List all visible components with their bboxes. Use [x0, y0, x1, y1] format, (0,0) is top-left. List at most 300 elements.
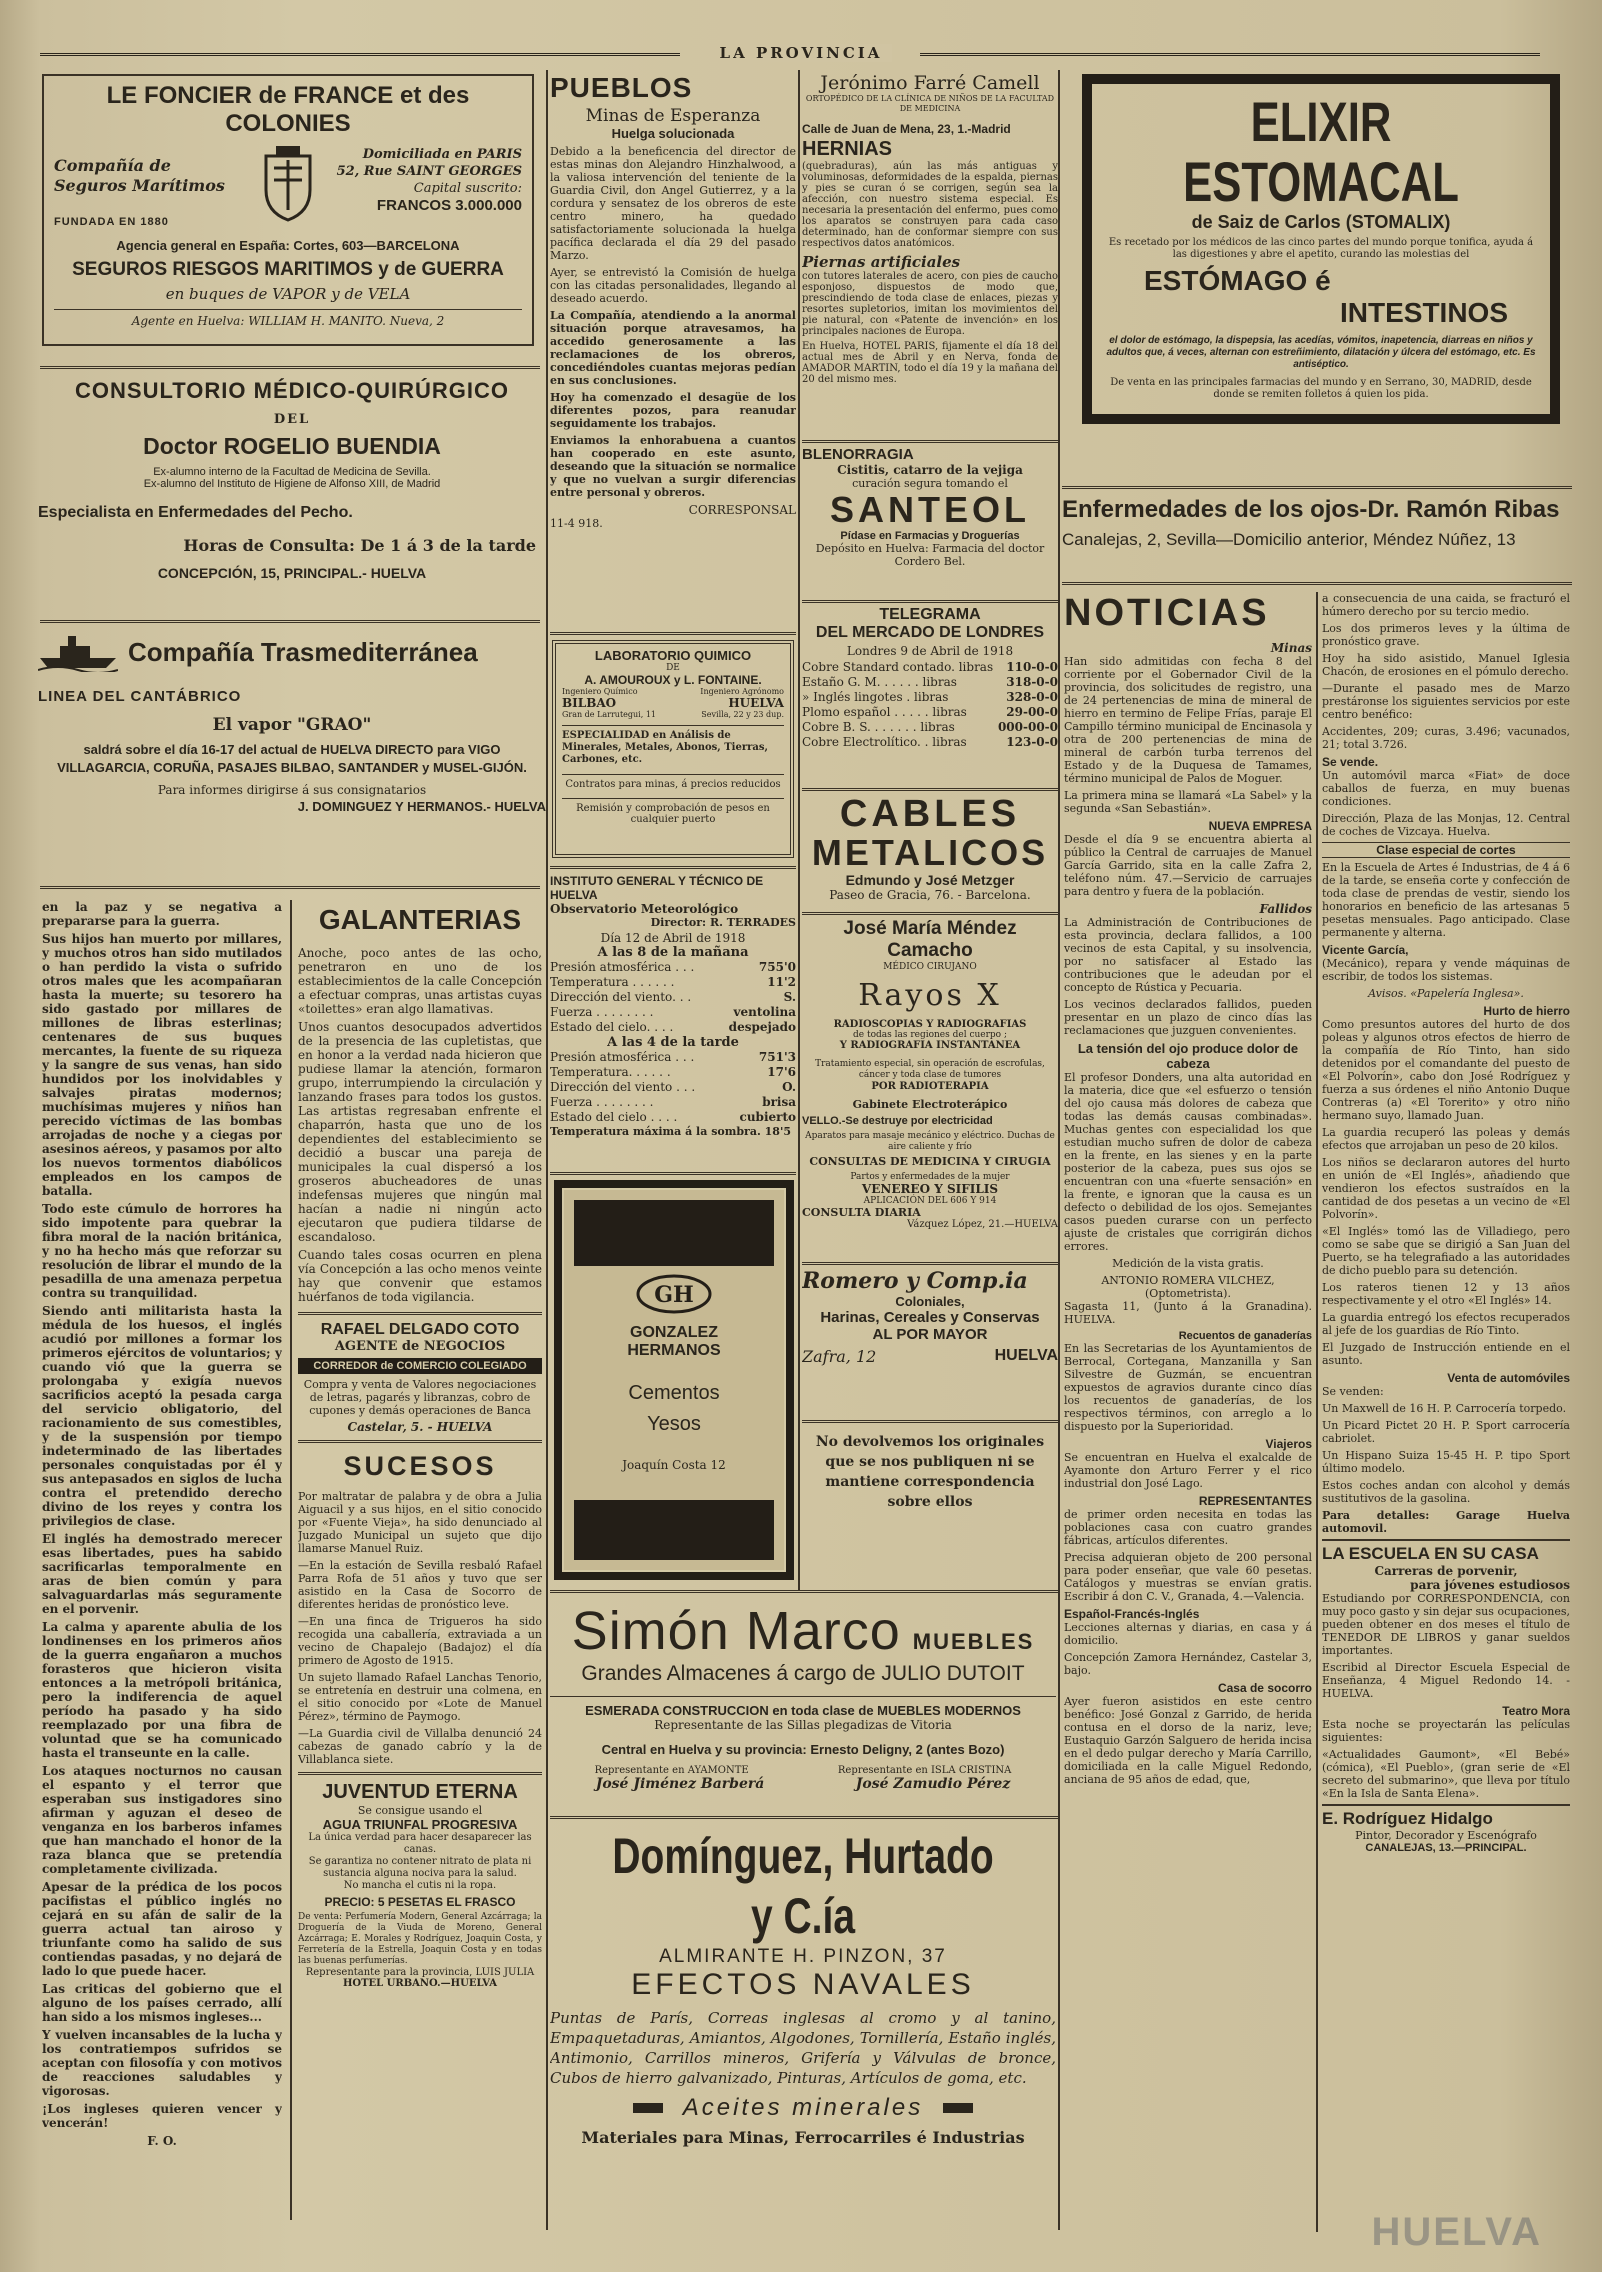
delgado-text: Compra y venta de Valores negociaciones de letras, pagarés y libranzas, cobro de cupones y demás operaciones de Banca: [303, 1378, 537, 1417]
foncier-risks: SEGUROS RIESGOS MARITIMOS y de GUERRA: [72, 259, 504, 280]
ad-laboratorio: [552, 640, 794, 858]
ad-simon-marco: [550, 1600, 1056, 1810]
hurto-text4: «El Inglés» tomó las de Villadiego, pero como se sabe que se dirigió a San Juan del Puerto, se ha telegrafiado a las autoridades de dicho pueblo para su detención.: [1322, 1225, 1570, 1277]
morning-row: [550, 1020, 796, 1035]
optician-addr: Sagasta 11, (Junto á la Granadina). HUELVA.: [1064, 1300, 1312, 1326]
recuentos-title: Recuentos de ganaderías: [1178, 1330, 1312, 1342]
pueblos-paragraph: La Compañía, atendiendo a la anormal situación porque atravesamos, ha accedido generosamente a las reclamaciones de los obreros, concediéndoles cuantas mejoras pedían en sus conclusiones.: [550, 309, 796, 387]
lab-city1: BILBAO: [562, 696, 617, 710]
telegrama-label: » Inglés lingotes . libras: [802, 690, 949, 704]
teatro-text2: «Actualidades Gaumont», «El Bebé» (cómica), «El Pueblo», (gran serie de «El secreto del submarino», que lleva por título «En la Isla de Santa Elena».: [1322, 1748, 1570, 1800]
hurto-text3: Los niños se declararon autores del hurto en unión de «El Inglés», añadiendo que vendieron los efectos sustraídos en la cantidad de dos pesetas a un vecino de «El Polvorín».: [1322, 1156, 1570, 1221]
instituto-director: Director: R. TERRADES: [650, 916, 796, 929]
war-paragraph: El inglés ha demostrado merecer esas libertades, pues ha sabido sacrificarlas temporalmente en aras de bien común y para salvaguardarlas más seguramente en el porvenir.: [42, 1532, 282, 1616]
rodriguez-name: E. Rodríguez Hidalgo: [1322, 1804, 1570, 1829]
romero-sub: Coloniales,: [895, 1294, 965, 1309]
galanterias-paragraph: Cuando tales cosas ocurren en plena vía Concepción a las ocho menos veinte hay que convenir que estamos huérfanos de toda vigilancia.: [298, 1248, 542, 1304]
vende-text: Un automóvil marca «Fiat» de doce caballos de fuerza, en muy buenas condiciones.: [1322, 769, 1570, 808]
pueblos-title: PUEBLOS: [550, 72, 693, 103]
lab-role2: Ingeniero Agrónomo: [700, 687, 784, 696]
war-paragraph: La calma y aparente abulia de los londinenses en los primeros años de la guerra engañaron a muchos forasteros que hicieron visita entonces a la metrópoli británica, pero la indiferencia de aquel período ha pasado y ha sido reemplazado por una fibra de voluntad que se ha comunicado hasta el transeunte en la calle.: [42, 1620, 282, 1760]
juventud-sub: Se consigue usando el: [357, 1804, 483, 1817]
idiomas-text: Lecciones alternas y diarias, en casa y á domicilio.: [1064, 1621, 1312, 1647]
telegrama-value: 123-0-0: [1006, 735, 1058, 749]
autos-title: Venta de automóviles: [1447, 1371, 1570, 1385]
notice-text: No devolvemos los originales que se nos publiquen ni se mantiene correspondencia sobre ellos: [815, 1434, 1045, 1510]
viajeros-title: Viajeros: [1265, 1437, 1312, 1451]
teatro-title: Teatro Mora: [1502, 1704, 1570, 1718]
juventud-price: PRECIO: 5 PESETAS EL FRASCO: [324, 1895, 516, 1909]
instituto-max: Temperatura máxima á la sombra. 18'5: [550, 1125, 791, 1138]
rodriguez-addr: CANALEJAS, 13.—PRINCIPAL.: [1365, 1842, 1527, 1854]
telegrama-row: [802, 735, 1058, 750]
ad-santeol: [802, 446, 1058, 586]
optician-name: ANTONIO ROMERA VILCHEZ,: [1101, 1274, 1275, 1287]
santeol-cure: curación segura tomando el: [852, 477, 1008, 490]
garcia-text2: Avisos. «Papelería Inglesa».: [1368, 987, 1524, 1000]
consultorio-hours: Horas de Consulta: De 1 á 3 de la tarde: [183, 536, 536, 555]
vende-text2: Dirección, Plaza de las Monjas, 12. Central de coches de Vizcaya. Huelva.: [1322, 812, 1570, 838]
telegrama-label: Cobre B. S. . . . . . . libras: [802, 720, 955, 734]
mendez-role: MÉDICO CIRUJANO: [883, 962, 977, 972]
telegrama-date: Londres 9 de Abril de 1918: [846, 644, 1014, 658]
caida-text3: Hoy ha sido asistido, Manuel Iglesia Chacón, de erosiones en el pómulo derecho.: [1322, 652, 1570, 678]
telegrama-label: Estaño G. M. . . . . . libras: [802, 675, 957, 689]
mendez-radio3: Y RADIOGRAFIA INSTANTANEA: [839, 1040, 1021, 1051]
recuentos-text: En las Secretarias de los Ayuntamientos de Berrocal, Cortegana, Manzanilla y San Silvestre de Guzmán, se encuentran expuestos de agravios durante cinco días los recuentos de ganaderías, de los respectivos términos, con arreglo a lo dispuesto por la Superioridad.: [1064, 1342, 1312, 1433]
morning-value: ventolina: [733, 1005, 796, 1019]
svg-text:GH: GH: [654, 1282, 694, 1308]
vende-title: Se vende.: [1322, 755, 1379, 769]
morning-label: Fuerza . . . . . . . .: [550, 1005, 654, 1019]
foncier-title: LE FONCIER de FRANCE et des COLONIES: [106, 82, 470, 137]
escuela-text2: Escribid al Director Escuela Especial de Enseñanza, 4 Miguel Redondo 14. - HUELVA.: [1322, 1661, 1570, 1700]
instituto-report: [550, 874, 796, 1174]
hurto-text: Como presuntos autores del hurto de dos poleas y algunos otros efectos de hierro de la compañía de Río Tinto, han sido detenidos por el comandante del puesto de «El Polvorín», cabo don José Rodríguez y fuerza a sus órdenes el niño Antonio Duque Contreras (a) «El Torerito» y otro niño hermano suyo, llamado Juan.: [1322, 1018, 1570, 1122]
lab-city2: HUELVA: [728, 696, 784, 710]
socorro-stats: Accidentes, 209; curas, 3.496; vacunados, 21; total 3.726.: [1322, 725, 1570, 751]
hurto-title: Hurto de hierro: [1483, 1004, 1570, 1018]
hurto-text7: El Juzgado de Instrucción entiende en el asunto.: [1322, 1341, 1570, 1367]
pueblos-signature: CORRESPONSAL: [688, 503, 796, 517]
juventud-product: AGUA TRIUNFAL PROGRESIVA: [322, 1817, 518, 1832]
santeol-header: BLENORRAGIA: [802, 446, 914, 463]
rep-text2: Precisa adquieran objeto de 200 personal para poder enseñar, que vale 60 pesetas. Catálogos y muestras se envían gratis. Escribir á don C. V., Granada, 4.—Valencia.: [1064, 1551, 1312, 1603]
gh-addr: Joaquín Costa 12: [622, 1458, 726, 1472]
dominguez-oils: Aceites minerales: [682, 2094, 924, 2121]
bar-icon: [633, 2103, 663, 2113]
instituto-afternoon: A las 4 de la tarde: [607, 1035, 739, 1050]
foncier-company: Compañía de Seguros Marítimos: [54, 156, 225, 195]
afternoon-row: [550, 1065, 796, 1080]
war-paragraph: Los ataques nocturnos no causan el espanto y el terror que esperaban sus instigadores sino afirman y aguzan el deseo de venganza en los barberos infames que han manchado el honor de la raza blanca que se pretendía completamente civilizada.: [42, 1764, 282, 1876]
foncier-domicile: Domiciliada en PARIS: [362, 147, 522, 162]
mendez-name: José María Méndez Camacho: [843, 918, 1017, 961]
afternoon-list: [550, 1050, 796, 1125]
afternoon-value: cubierto: [739, 1110, 796, 1124]
afternoon-row: [550, 1080, 796, 1095]
mendez-apparatus: Aparatos para masaje mecánico y eléctrico. Duchas de aire caliente y frío: [805, 1131, 1055, 1152]
afternoon-row: [550, 1050, 796, 1065]
afternoon-label: Fuerza . . . . . . . .: [550, 1095, 654, 1109]
juventud-title: JUVENTUD ETERNA: [322, 1781, 518, 1803]
telegrama-label: Cobre Electrolítico. . libras: [802, 735, 967, 749]
lab-de: DE: [666, 663, 680, 673]
optician-role: (Optometrista).: [1145, 1287, 1231, 1300]
war-signature: F. O.: [147, 2134, 177, 2148]
telegrama-title: TELEGRAMA: [879, 606, 981, 623]
pueblos-sub2: Huelga solucionada: [611, 126, 735, 141]
morning-label: Dirección del viento. . .: [550, 990, 692, 1004]
fallidos-title: Fallidos: [1259, 902, 1312, 916]
romero-addr1: Zafra, 12: [802, 1347, 877, 1366]
mendez-partos: Partos y enfermedades de la mujer: [850, 1172, 1010, 1182]
delgado-address: Castelar, 5. - HUELVA: [347, 1420, 493, 1434]
escuela-text: Estudiando por CORRESPONDENCIA, con muy poco gasto y sin dejar sus ocupaciones, pueden obtener en dos meses el título de TENEDOR DE LIBROS y ganar sueldos importantes.: [1322, 1592, 1570, 1657]
cortes-text: En la Escuela de Artes é Industrias, de 4 á 6 de la tarde, se enseña corte y confección de toda clase de prendas de vestir, siendo los honorarios en beneficio de las artesanas 5 pesetas mensuales. Pago anticipado. Clase permanente y alterna.: [1322, 861, 1570, 939]
morning-value: despejado: [728, 1020, 796, 1034]
dominguez-naval: EFECTOS NAVALES: [631, 1968, 975, 2001]
trasmed-info: Para informes dirigirse á sus consignatarios: [157, 783, 427, 797]
simon-rep-ayamonte: Representante en AYAMONTE: [594, 1765, 749, 1776]
juventud-p3: No mancha el cutis ni la ropa.: [343, 1880, 497, 1891]
telegrama-label: Plomo español . . . . . libras: [802, 705, 967, 719]
war-paragraph: Sus hijos han muerto por millares, y muchos otros han sido mutilados o han perdido la vista o sufrido otros males que les acompañaran hasta la muerte; su tesorero ha sido gastado por millares de millones de libras esterlinas; centenares de sus buques mercantes, la fuente de su riqueza y la sangre de sus venas, han sido hundidos por los inolvidables y salvajes piratas modernos; muchísimas mujeres y niños han perecido víctimas de las bombas arrojadas de noche y a ciegas por asesinos aéreos, y pasamos por alto los nuevos tormentos diabólicos empleados en los campos de batalla.: [42, 932, 282, 1198]
noticias-title: NOTICIAS: [1064, 592, 1270, 634]
war-paragraph: Todo este cúmulo de horrores ha sido impotente para quebrar la fibra moral de la nación británica, y no ha hecho más que reforzar su resolución de librar el mundo de la pesadilla de una amenaza perpetua contra su tranquilidad.: [42, 1202, 282, 1300]
afternoon-row: [550, 1095, 796, 1110]
caida-text: a consecuencia de una caida, se fracturó el húmero derecho por su tercio medio.: [1322, 592, 1570, 618]
gh-p1: Cementos: [628, 1382, 720, 1404]
foncier-agency: Agencia general en España: Cortes, 603—BARCELONA: [116, 238, 460, 253]
foncier-ships: en buques de VAPOR y de VELA: [165, 285, 411, 303]
santeol-sold: Pídase en Farmacias y Droguerías: [840, 530, 1020, 542]
hurto-text6: La guardia entregó los efectos recuperados al jefe de los guardias de Río Tinto.: [1322, 1311, 1570, 1337]
consultorio-specialty: Especialista en Enfermedades del Pecho.: [38, 504, 353, 521]
cables-names: Edmundo y José Metzger: [845, 872, 1015, 888]
afternoon-value: brisa: [762, 1095, 796, 1109]
autos-text: Se venden:: [1322, 1385, 1384, 1398]
santeol-brand: SANTEOL: [829, 489, 1030, 530]
galanterias-title: GALANTERIAS: [318, 904, 522, 935]
simon-name: Simón Marco: [571, 1601, 901, 1661]
afternoon-label: Presión atmosférica . . .: [550, 1050, 695, 1064]
war-article: [42, 900, 282, 2230]
dominguez-title: Domínguez, Hurtado y C.ía: [612, 1828, 994, 1944]
afternoon-value: O.: [782, 1080, 796, 1094]
juventud-p1: La única verdad para hacer desaparecer las canas.: [308, 1832, 532, 1855]
delgado-role: AGENTE de NEGOCIOS: [334, 1339, 506, 1354]
mendez-606: APLICACIÓN DEL 606 Y 914: [863, 1196, 997, 1206]
telegrama-subtitle: DEL MERCADO DE LONDRES: [815, 624, 1045, 641]
fallidos-text2: Los vecinos declarados fallidos, pueden presentar en un plazo de cinco días las reclamaciones que juzguen convenientes.: [1064, 998, 1312, 1037]
mendez-cabinet: Gabinete Electroterápico: [852, 1098, 1008, 1111]
fallidos-text: La Administración de Contribuciones de esta provincia, declara fallidos, a 100 vecinos de esta Capital, y su insolvencia, por no satisfacer al Estado las contribuciones que le adeudan por el concepto de Rústica y Pecuaria.: [1064, 916, 1312, 994]
trasmed-title: Compañía Trasmediterránea: [128, 636, 478, 667]
mendez-radio2: de todas las regiones del cuerpo ;: [853, 1030, 1007, 1040]
foncier-address: 52, Rue SAINT GEORGES: [336, 164, 522, 179]
war-paragraph: Y vuelven incansables de la lucha y los contratiempos sufridos se aceptan con filosofía y con motivos de reacciones saludables y vigorosas.: [42, 2028, 282, 2098]
watermark: HUELVA: [1371, 2210, 1542, 2254]
viajeros-text: Se encuentran en Huelva el exalcalde de Ayamonte don Arturo Ferrer y el rico industrial don José Lago.: [1064, 1451, 1312, 1490]
consultorio-del: DEL: [273, 412, 311, 427]
delgado-name: RAFAEL DELGADO COTO: [320, 1321, 520, 1338]
rodriguez-role: Pintor, Decorador y Escenógrafo: [1355, 1829, 1537, 1842]
pueblos-paragraph: Debido a la beneficencia del director de estas minas don Alejandro Hinzhalwood, a la valiosa intervención del teniente de la Guardia Civil, don Angel Gutierrez, y a la cordura y sensatez de los obreros de este centro minero, ha quedado satisfactoriamente solucionada la huelga pacífica declarada el día 29 del pasado Marzo.: [550, 145, 796, 262]
santeol-sub: Cistitis, catarro de la vejiga: [837, 463, 1023, 477]
lab-addr1: Gran de Larrutegui, 11: [562, 710, 657, 719]
hurto-text5: Los rateros tienen 12 y 13 años respectivamente y el otro «El Inglés» 14.: [1322, 1281, 1570, 1307]
romero-goods: Harinas, Cereales y Conservas: [820, 1309, 1040, 1326]
socorro-text: Ayer fueron asistidos en este centro benéfico: José Gonzal z Garrido, de herida contusa en el dorso de la nariz, leve; Eustaquio Garzón Salguero de herida incisa en el dedo pulgar derecho y María Carrillo, domiciliada en la calle Miguel Redondo, anciana de 95 años de edad, que,: [1064, 1695, 1312, 1786]
farre-piernas: Piernas artificiales: [802, 253, 961, 271]
autos-text3: Para detalles: Garage Huelva automovil.: [1322, 1509, 1570, 1535]
farre-hernias: HERNIAS: [802, 138, 893, 160]
afternoon-value: 751'3: [758, 1050, 796, 1064]
minas-text: Han sido admitidas con fecha 8 del corriente por el Gobernador Civil de la provincia, dos solicitudes de registro, una de 24 pertenencias de mina de mineral de hierro en termino de Felipe Frías, paraje El Campillo término municipal de Encinasola y otra de 200 pertenencias de mina de mineral de carbón turba terrenos del Estado y de la Duquesa de Tamames, término municipal de Palos de Moguer.: [1064, 655, 1312, 785]
morning-label: Presión atmosférica . . .: [550, 960, 695, 974]
simon-muebles: MUEBLES: [912, 1629, 1035, 1654]
farre-visit: En Huelva, HOTEL PARIS, fijamente el día 18 del actual mes de Abril y en Nerva, fonda de AMADOR MARTIN, todo el día 19 y la mañana del 20 del mismo mes.: [802, 341, 1058, 385]
gh-brand2: HERMANOS: [627, 1342, 721, 1359]
notice: [802, 1432, 1058, 1522]
farre-piernas-note: con tutores laterales de acero, con pies de caucho esponjoso, dispuestos de modo que, prescindiendo de toda clase de enlaces, piezas y resortes supletorios, imitan los movimientos del pie natural, con «Patente de invención» en los principales naciones de Europa.: [802, 271, 1058, 337]
idiomas-title: Español-Francés-Inglés: [1064, 1607, 1200, 1621]
empresa-text: Desde el día 9 se encuentra abierta al público la Central de carruajes de Manuel García Garrido, sita en la calle Zafra 2, teléfono núm. 47.—Servicio de carruajes para dentro y fuera de la población.: [1064, 833, 1312, 898]
sucesos-paragraph: Por maltratar de palabra y de obra a Julia Aiguacil y a sus hijos, en el sitio conocido por «Fuente Vieja», ha sido denunciado al Juzgado Municipal un sujeto que dijo llamarse Manuel Ruiz.: [298, 1490, 542, 1555]
hurto-text2: La guardia recuperó las poleas y demás efectos que arrojaban un peso de 20 kilos.: [1322, 1126, 1570, 1152]
elixir-text2: el dolor de estómago, la dispepsia, las acedías, vómitos, inapetencia, diarreas en niños y adultos que, á veces, alternan con estreñimiento, dilatación y úlcera del estómago, etc. Es antiséptico.: [1106, 335, 1536, 370]
mendez-rayos: Rayos X: [858, 978, 1002, 1013]
ad-consultorio: [38, 378, 546, 608]
dominguez-materials: Materiales para Minas, Ferrocarriles é Industrias: [581, 2128, 1025, 2147]
farre-hernias-note: (quebraduras), aún las más antiguas y voluminosas, deformidades de la espalda, piernas y pies se curan ó se corrigen, según sea la afección, con nuestro sistema especial. Es necesaria la presentación del enfermo, pues como los aparatos se construyen para cada caso determinado, han de conformar siempre con sus respectivos datos anatómicos.: [802, 161, 1058, 249]
ad-ribas: [1062, 496, 1572, 566]
gh-brand1: GONZALEZ: [630, 1324, 718, 1341]
caida-text2: Los dos primeros leves y la última de pronóstico grave.: [1322, 622, 1570, 648]
simon-rep-isla: Representante en ISLA CRISTINA: [837, 1765, 1012, 1776]
lab-names: A. AMOUROUX y L. FONTAINE.: [584, 673, 762, 687]
escuela-sub1: Carreras de porvenir,: [1374, 1564, 1518, 1578]
mendez-radio: RADIOSCOPIAS Y RADIOGRAFIAS: [833, 1019, 1027, 1030]
mendez-daily: CONSULTA DIARIA: [802, 1206, 921, 1219]
simon-central: Central en Huelva y su provincia: Ernesto Deligny, 2 (antes Bozo): [601, 1742, 1005, 1757]
war-paragraph: Siendo anti militarista hasta la médula de los huesos, el inglés acudió por millones a formar los primeros ejércitos de voluntarios; y cuando vió que la guerra se prolongaba y exigía nuevos sacrificios aceptó la pesada carga del servicio obligatorio, del racionamiento de sus comestibles, y de la suspensión por tiempo indeterminado de las libertades personales conquistadas por él y sus antepasados en siglos de lucha contra el pretendido derecho divino de los reyes y contra los privilegios de clase.: [42, 1304, 282, 1528]
cortes-title: Clase especial de cortes: [1322, 842, 1570, 858]
morning-row: [550, 975, 796, 990]
ad-elixir: [1082, 74, 1560, 424]
ad-farre: [802, 72, 1058, 442]
ad-dominguez-hurtado: [550, 1826, 1056, 2226]
trasmed-text: saldrá sobre el día 16-17 del actual de HUELVA DIRECTO para VIGO VILLAGARCIA, CORUÑA, PASAJES BILBAO, SANTANDER y MUSEL-GIJÓN.: [57, 742, 527, 775]
coat-of-arms-icon: [258, 146, 318, 222]
ad-mendez: [802, 918, 1058, 1258]
sucesos-paragraph: —En la estación de Sevilla resbaló Rafael Parra Rofa de 51 años y tuvo que ser asistido en la Casa de Socorro de diferentes heridas de pronóstico leve.: [298, 1559, 542, 1611]
instituto-date: Día 12 de Abril de 1918: [600, 931, 746, 945]
ad-gonzalez-hermanos: [554, 1180, 794, 1580]
telegrama-value: 110-0-0: [1006, 660, 1058, 674]
morning-value: S.: [783, 990, 796, 1004]
mendez-treat2: POR RADIOTERAPIA: [871, 1081, 989, 1092]
ship-icon: [38, 632, 118, 672]
afternoon-row: [550, 1110, 796, 1125]
foncier-founded: FUNDADA EN 1880: [54, 216, 169, 228]
santeol-depot: Depósito en Huelva: Farmacia del doctor Cordero Bel.: [815, 542, 1045, 568]
morning-value: 755'0: [758, 960, 796, 974]
cables-title1: CABLES: [839, 794, 1021, 835]
romero-addr2: HUELVA: [994, 1347, 1058, 1364]
minas-text2: La primera mina se llamará «La Sabel» y la segunda «San Sebastián».: [1064, 789, 1312, 815]
garcia-title: Vicente García,: [1322, 943, 1409, 957]
juventud-p2: Se garantiza no contener nitrato de plata ni sustancia alguna nociva para la salud.: [308, 1856, 532, 1879]
war-paragraph: ¡Los ingleses quieren vencer y vencerán!: [42, 2102, 282, 2130]
cables-address: Paseo de Gracia, 76. - Barcelona.: [829, 888, 1031, 902]
lab-commissions: Remisión y comprobación de pesos en cualquier puerto: [562, 798, 784, 825]
sucesos-paragraph: Un sujeto llamado Rafael Lanchas Tenorio, se entretenía en destruir una colmena, en el sitio conocido por «Lote de Manuel Pérez», término de Paymogo.: [298, 1671, 542, 1723]
telegrama-list: [802, 660, 1058, 750]
foncier-capital-label: Capital suscrito:: [413, 181, 522, 196]
pueblos-paragraph: Enviamos la enhorabuena a cuantos han cooperado en este asunto, deseando que la situación se normalice y que no vuelvan a surgir diferencias entre personal y obreros.: [550, 434, 796, 499]
column-4b: [1322, 592, 1570, 2232]
galanterias-paragraph: Unos cuantos desocupados advertidos de la presencia de las cupletistas, que en honor a la verdad nada hicieron que pudiese llamar la atención, formaron grupo, interrumpiendo la circulación y lanzando frases para todos los gustos. Las artistas regresaban enfrente el chaparrón, hasta que uno de los dependientes del establecimiento se decidió a buscar una pareja de municipales la cual dispersó a los groseros abucheadores de unas indefensas mujeres que ningún mal hacían a nadie ni ningún acto ejecutaron que pudiera tildarse de escandaloso.: [298, 1020, 542, 1244]
telegrama: [802, 606, 1058, 786]
simon-name-isla: José Zamudio Pérez: [855, 1776, 1011, 1792]
ribas-address: Canalejas, 2, Sevilla—Domicilio anterior, Méndez Núñez, 13: [1062, 530, 1516, 549]
elixir-organ1: ESTÓMAGO é: [1144, 265, 1331, 296]
telegrama-label: Cobre Standard contado. libras: [802, 660, 994, 674]
lab-role1: Ingeniero Químico: [562, 687, 638, 696]
afternoon-value: 17'6: [767, 1065, 796, 1079]
juventud-hotel: HOTEL URBANO.—HUELVA: [342, 1978, 498, 1989]
rep-title: REPRESENTANTES: [1198, 1494, 1312, 1508]
farre-title: ORTOPÉDICO DE LA CLÍNICA DE NIÑOS DE LA FACULTAD DE MEDICINA: [805, 94, 1055, 113]
tension-text: El profesor Donders, una alta autoridad en la materia, dice que «el esfuerzo o tensión del ojo causa más dolores de cabeza que todas las demás causas combinadas». Muchas gentes con especialidad los que estudian mucho sufren de dolor de cabeza en la frente, en las sienes y en la parte posterior de la cabeza, pues sus ojos se encuentran con una «fuerte sensación» en la frente, e ignoran que la causa es un defecto o debilidad de los ojos. Semejantes casos pueden curarse con un perfecto ajuste de cristales que corrigirán dichos errores.: [1064, 1071, 1312, 1253]
column-galanterias: [298, 900, 542, 2230]
telegrama-value: 000-00-0: [997, 720, 1058, 734]
telegrama-row: [802, 720, 1058, 735]
mendez-venereo: VENEREO Y SIFILIS: [861, 1182, 999, 1196]
elixir-title: ELIXIR ESTOMACAL: [1183, 90, 1459, 213]
juventud-sale: De venta: Perfumería Modern, General Azcárraga; la Droguería de la Viuda de Moreno, General Azcárraga; E. Morales y Rodríguez, Joaquin Costa, y Ferretería de la Estrella, Joaquin Costa y en todas las buenas perfumerías.: [298, 1912, 542, 1966]
autos-text2: Estos coches andan con alcohol y demás sustitutivos de la gasolina.: [1322, 1479, 1570, 1505]
trasmed-ship: El vapor "GRAO": [212, 715, 372, 735]
ad-foncier: [42, 74, 534, 346]
masthead-title: LA PROVINCIA: [710, 44, 893, 62]
morning-row: [550, 990, 796, 1005]
ad-juventud: [298, 1772, 542, 1989]
galanterias-paragraph: Anoche, poco antes de las ocho, penetraron en uno de los establecimientos de la calle Concepción a efectuar compras, unas artistas cuyas «toilettes» eran algo llamativas.: [298, 946, 542, 1016]
escuela-title: LA ESCUELA EN SU CASA: [1322, 1539, 1570, 1564]
morning-row: [550, 1005, 796, 1020]
morning-row: [550, 960, 796, 975]
sucesos-title: SUCESOS: [343, 1451, 497, 1481]
pueblos-sub1: Minas de Esperanza: [585, 106, 761, 126]
consultorio-line1: Ex-alumno interno de la Facultad de Medicina de Sevilla.: [153, 466, 431, 478]
instituto-morning: A las 8 de la mañana: [597, 945, 749, 960]
war-paragraph: en la paz y se negativa a prepararse para la guerra.: [42, 900, 282, 928]
ad-cables: [802, 794, 1058, 904]
rep-text: de primer orden necesita en todas las poblaciones casa con cuatro grandes fábricas, artículos diferentes.: [1064, 1508, 1312, 1547]
ad-delgado: [298, 1312, 542, 1443]
lab-specialty: ESPECIALIDAD en Análisis de Minerales, Metales, Abonos, Tierras, Carbones, etc.: [562, 725, 784, 766]
juventud-rep: Representante para la provincia, LUIS JULIA: [305, 1967, 535, 1978]
trasmed-agents: J. DOMINGUEZ Y HERMANOS.- HUELVA: [297, 799, 546, 814]
trasmed-line: LINEA DEL CANTÁBRICO: [38, 688, 242, 705]
morning-value: 11'2: [767, 975, 796, 989]
instituto-title: INSTITUTO GENERAL Y TÉCNICO DE HUELVA: [550, 874, 764, 902]
autos-item: Un Maxwell de 16 H. P. Carrocería torpedo.: [1322, 1402, 1567, 1415]
telegrama-value: 29-00-0: [1006, 705, 1058, 719]
telegrama-row: [802, 675, 1058, 690]
war-paragraph: Las criticas del gobierno que el alguno de los países cerrado, allí han sido a los mismos ingleses...: [42, 1982, 282, 2024]
empresa-title: NUEVA EMPRESA: [1208, 819, 1312, 833]
consultorio-address: CONCEPCIÓN, 15, PRINCIPAL.- HUELVA: [157, 565, 427, 581]
simon-rep: Representante de las Sillas plegadizas de Vitoria: [654, 1718, 952, 1732]
autos-item: Un Picard Pictet 20 H. P. Sport carrocería cabriolet.: [1322, 1419, 1570, 1445]
garcia-text: (Mecánico), repara y vende máquinas de escribir, de todos los sistemas.: [1322, 957, 1570, 983]
simon-name-ayamonte: José Jiménez Barberá: [595, 1776, 765, 1792]
dominguez-address: ALMIRANTE H. PINZON, 37: [659, 1946, 947, 1967]
sucesos-paragraph: —La Guardia civil de Villalba denunció 24 cabezas de ganado cabrío y la de Villablanca siete.: [298, 1727, 542, 1766]
farre-address: Calle de Juan de Mena, 23, 1.-Madrid: [802, 122, 1011, 136]
lab-addr2: Sevilla, 22 y 23 dup.: [701, 710, 784, 719]
teatro-text: Esta noche se proyectarán las películas siguientes:: [1322, 1718, 1570, 1744]
simon-sub: Grandes Almacenes á cargo de JULIO DUTOIT: [581, 1662, 1025, 1685]
morning-label: Temperatura . . . . . .: [550, 975, 675, 989]
cables-title2: METALICOS: [811, 832, 1049, 873]
simon-line: ESMERADA CONSTRUCCION en toda clase de MUEBLES MODERNOS: [550, 1696, 1056, 1718]
pueblos-paragraph: Ayer, se entrevistó la Comisión de huelga con las citadas personalidades, llegando al deseado acuerdo.: [550, 266, 796, 305]
gh-p2: Yesos: [647, 1413, 701, 1435]
ad-trasmediterranea: [38, 632, 546, 872]
mendez-address: Vázquez López, 21.—HUELVA: [907, 1219, 1058, 1230]
escuela-sub2: para jóvenes estudiosos: [1410, 1578, 1570, 1592]
pueblos-date: 11-4 918.: [550, 517, 603, 530]
afternoon-label: Estado del cielo . . . .: [550, 1110, 678, 1124]
tension-title: La tensión del ojo produce dolor de cabeza: [1077, 1041, 1299, 1071]
sucesos-paragraph: —En una finca de Trigueros ha sido recogida una caballería, extraviada a un vecino de Chapalejo (Badajoz) el día primero de Agosto de 1915.: [298, 1615, 542, 1667]
telegrama-row: [802, 660, 1058, 675]
ribas-title: Enfermedades de los ojos-Dr. Ramón Ribas: [1062, 496, 1560, 523]
consultorio-line2: Ex-alumno del Instituto de Higiene de Alfonso XIII, de Madrid: [143, 478, 441, 490]
minas-title: Minas: [1270, 641, 1312, 655]
war-paragraph: Apesar de la prédica de los pocos pacifistas el público inglés no cejará en su afán de salir de la guerra actual tan airoso y triunfante como ha salido de sus contiendas pasadas, y no dejará de lado lo que puede hacer.: [42, 1880, 282, 1978]
column-pueblos: [550, 72, 796, 632]
consultorio-doctor: Doctor ROGELIO BUENDIA: [143, 433, 441, 459]
bar-icon: [943, 2103, 973, 2113]
elixir-text1: Es recetado por los médicos de las cinco partes del mundo porque tonifica, ayuda á las digestiones y abre el apetito, curando las molestias del: [1108, 237, 1534, 260]
morning-list: [550, 960, 796, 1035]
afternoon-label: Dirección del viento . . .: [550, 1080, 696, 1094]
mendez-consult: CONSULTAS DE MEDICINA Y CIRUGIA: [809, 1155, 1051, 1168]
autos-item: Un Hispano Suiza 15-45 H. P. tipo Sport último modelo.: [1322, 1449, 1570, 1475]
elixir-organ2: INTESTINOS: [1339, 297, 1508, 328]
tension-text2: Medición de la vista gratis.: [1112, 1257, 1264, 1270]
afternoon-label: Temperatura. . . . . .: [550, 1065, 671, 1079]
telegrama-row: [802, 690, 1058, 705]
consultorio-title: CONSULTORIO MÉDICO-QUIRÚRGICO: [75, 378, 509, 403]
pueblos-paragraph: Hoy ha comenzado el desagüe de los diferentes pozos, para reanudar seguidamente los trabajos.: [550, 391, 796, 430]
elixir-sale: De venta en las principales farmacias del mundo y en Serrano, 30, MADRID, desde donde se remiten folletos á quien los pida.: [1110, 377, 1532, 400]
lab-title: LABORATORIO QUIMICO: [594, 648, 752, 663]
socorro-title: Casa de socorro: [1217, 1681, 1312, 1695]
telegrama-row: [802, 705, 1058, 720]
romero-title: Romero y Comp.ia: [802, 1268, 1028, 1294]
caida-text4: —Durante el pasado mes de Marzo prestáronse los siguientes servicios por este centro benéfico:: [1322, 682, 1570, 721]
delgado-title: CORREDOR de COMERCIO COLEGIADO: [298, 1358, 542, 1374]
gh-monogram-icon: [634, 1272, 714, 1316]
telegrama-value: 328-0-0: [1006, 690, 1058, 704]
